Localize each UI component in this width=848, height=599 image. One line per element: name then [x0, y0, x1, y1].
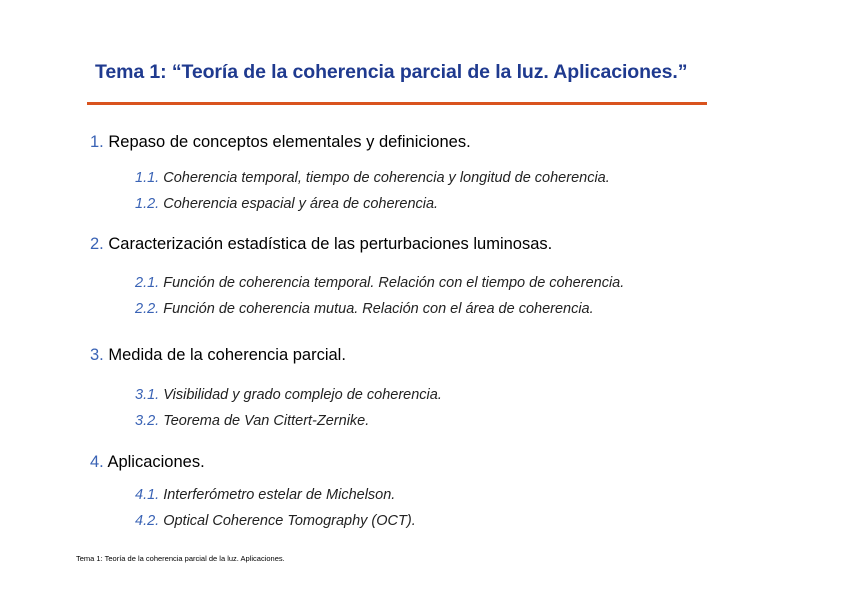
item-2-1: [135, 275, 624, 291]
item-label: Visibilidad y grado complejo de coherencia.: [163, 387, 442, 403]
section-label: Caracterización estadística de las perturbaciones luminosas.: [108, 235, 553, 253]
item-label: Función de coherencia temporal. Relación con el tiempo de coherencia.: [163, 275, 625, 291]
section-label: Aplicaciones.: [107, 453, 205, 471]
item-3-2: [135, 413, 369, 429]
item-number: 4.2.: [135, 513, 160, 529]
item-label: Coherencia temporal, tiempo de coherencia y longitud de coherencia.: [163, 170, 610, 186]
slide-footer: Tema 1: Teoría de la coherencia parcial de la luz. Aplicaciones.: [76, 554, 285, 563]
section-4-heading: [90, 453, 205, 472]
section-number: 3.: [90, 346, 104, 364]
item-number: 3.1.: [135, 387, 160, 403]
section-number: 1.: [90, 133, 104, 151]
section-label: Repaso de conceptos elementales y definiciones.: [108, 133, 471, 151]
section-number: 4.: [90, 453, 104, 471]
item-number: 3.2.: [135, 413, 160, 429]
item-4-2: [135, 513, 416, 529]
item-label: Optical Coherence Tomography (OCT).: [163, 513, 416, 529]
item-number: 1.2.: [135, 196, 160, 212]
item-1-1: [135, 170, 610, 186]
item-label: Función de coherencia mutua. Relación con el área de coherencia.: [163, 301, 594, 317]
section-3-heading: [90, 346, 346, 365]
title-divider: [87, 102, 707, 105]
item-2-2: [135, 301, 594, 317]
item-4-1: [135, 487, 395, 503]
item-3-1: [135, 387, 442, 403]
item-number: 2.1.: [135, 275, 160, 291]
item-label: Teorema de Van Cittert-Zernike.: [163, 413, 370, 429]
item-label: Coherencia espacial y área de coherencia.: [163, 196, 439, 212]
section-2-heading: [90, 235, 552, 254]
item-1-2: [135, 196, 438, 212]
item-label: Interferómetro estelar de Michelson.: [163, 487, 396, 503]
section-1-heading: [90, 133, 471, 152]
section-number: 2.: [90, 235, 104, 253]
item-number: 4.1.: [135, 487, 160, 503]
slide-title: Tema 1: “Teoría de la coherencia parcial de la luz. Aplicaciones.”: [95, 61, 688, 83]
item-number: 2.2.: [135, 301, 160, 317]
item-number: 1.1.: [135, 170, 160, 186]
section-label: Medida de la coherencia parcial.: [108, 346, 346, 364]
